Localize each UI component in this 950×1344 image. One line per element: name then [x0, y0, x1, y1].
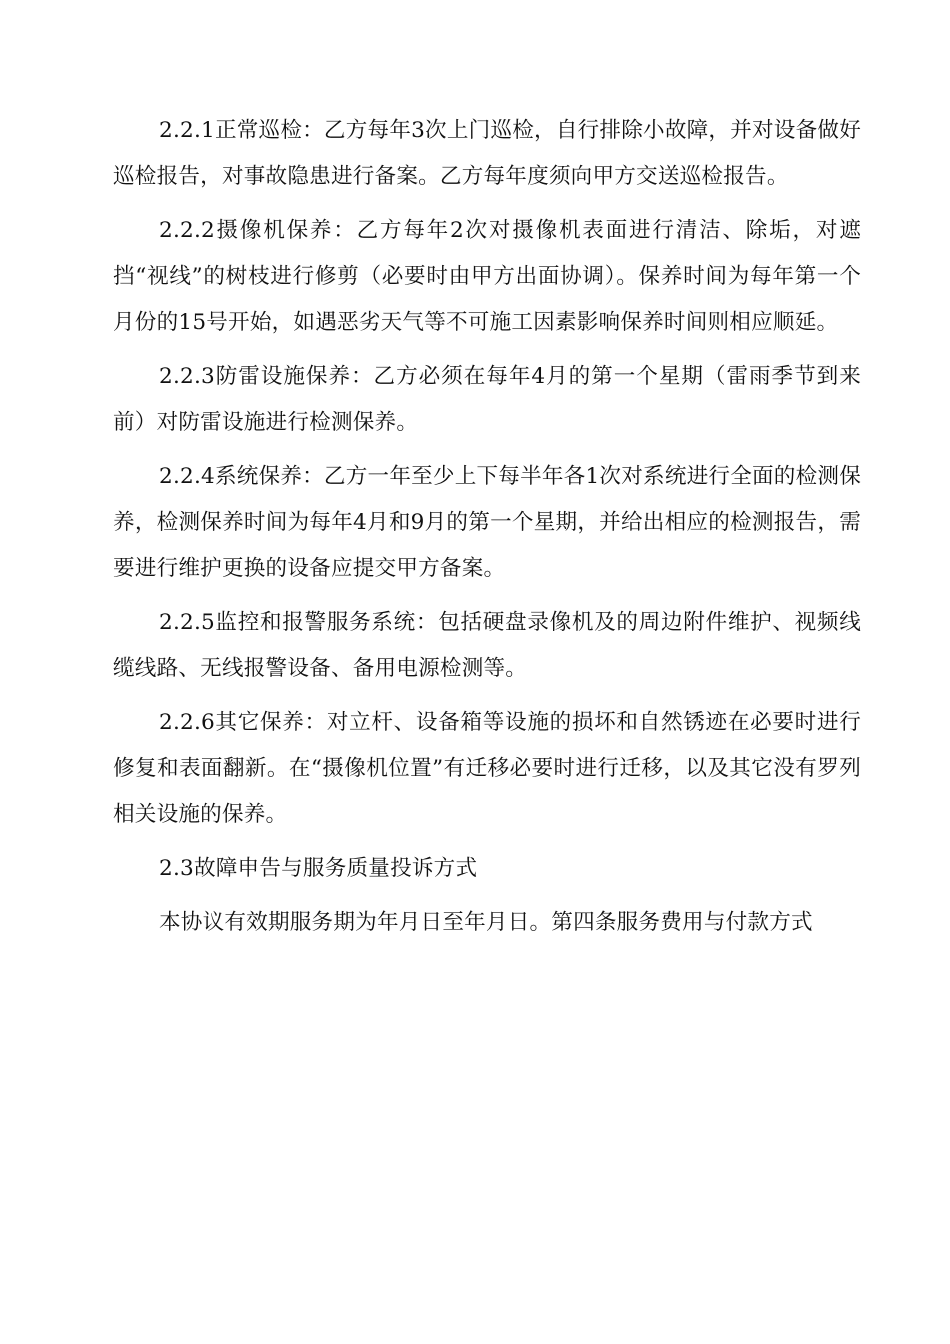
- paragraph-2-2-5: 2.2.5监控和报警服务系统：包括硬盘录像机及的周边附件维护、视频线缆线路、无线报警设备、备用电源检测等。: [113, 610, 861, 681]
- paragraph-2-3: 2.3故障申告与服务质量投诉方式: [159, 856, 478, 881]
- paragraph-2-2-2: 2.2.2摄像机保养：乙方每年2次对摄像机表面进行清洁、除垢，对遮挡“视线”的树枝进行修剪（必要时由甲方出面协调）。保养时间为每年第一个月份的15号开始，如遇恶劣天气等不可施工因素影响保养时间则相应顺延。: [113, 218, 861, 335]
- paragraph-2-2-4: 2.2.4系统保养：乙方一年至少上下每半年各1次对系统进行全面的检测保养，检测保养时间为每年4月和9月的第一个星期，并给出相应的检测报告，需要进行维护更换的设备应提交甲方备案。: [113, 464, 861, 581]
- paragraph-2-2-3: 2.2.3防雷设施保养：乙方必须在每年4月的第一个星期（雷雨季节到来前）对防雷设施进行检测保养。: [113, 364, 861, 435]
- document-body: [113, 108, 861, 954]
- paragraph-2-2-6: 2.2.6其它保养：对立杆、设备箱等设施的损坏和自然锈迹在必要时进行修复和表面翻新。在“摄像机位置”有迁移必要时进行迁移，以及其它没有罗列相关设施的保养。: [113, 710, 861, 827]
- paragraph-term: 本协议有效期服务期为年月日至年月日。第四条服务费用与付款方式: [159, 910, 813, 935]
- paragraph-2-2-1: 2.2.1正常巡检：乙方每年3次上门巡检，自行排除小故障，并对设备做好巡检报告，对事故隐患进行备案。乙方每年度须向甲方交送巡检报告。: [113, 118, 861, 189]
